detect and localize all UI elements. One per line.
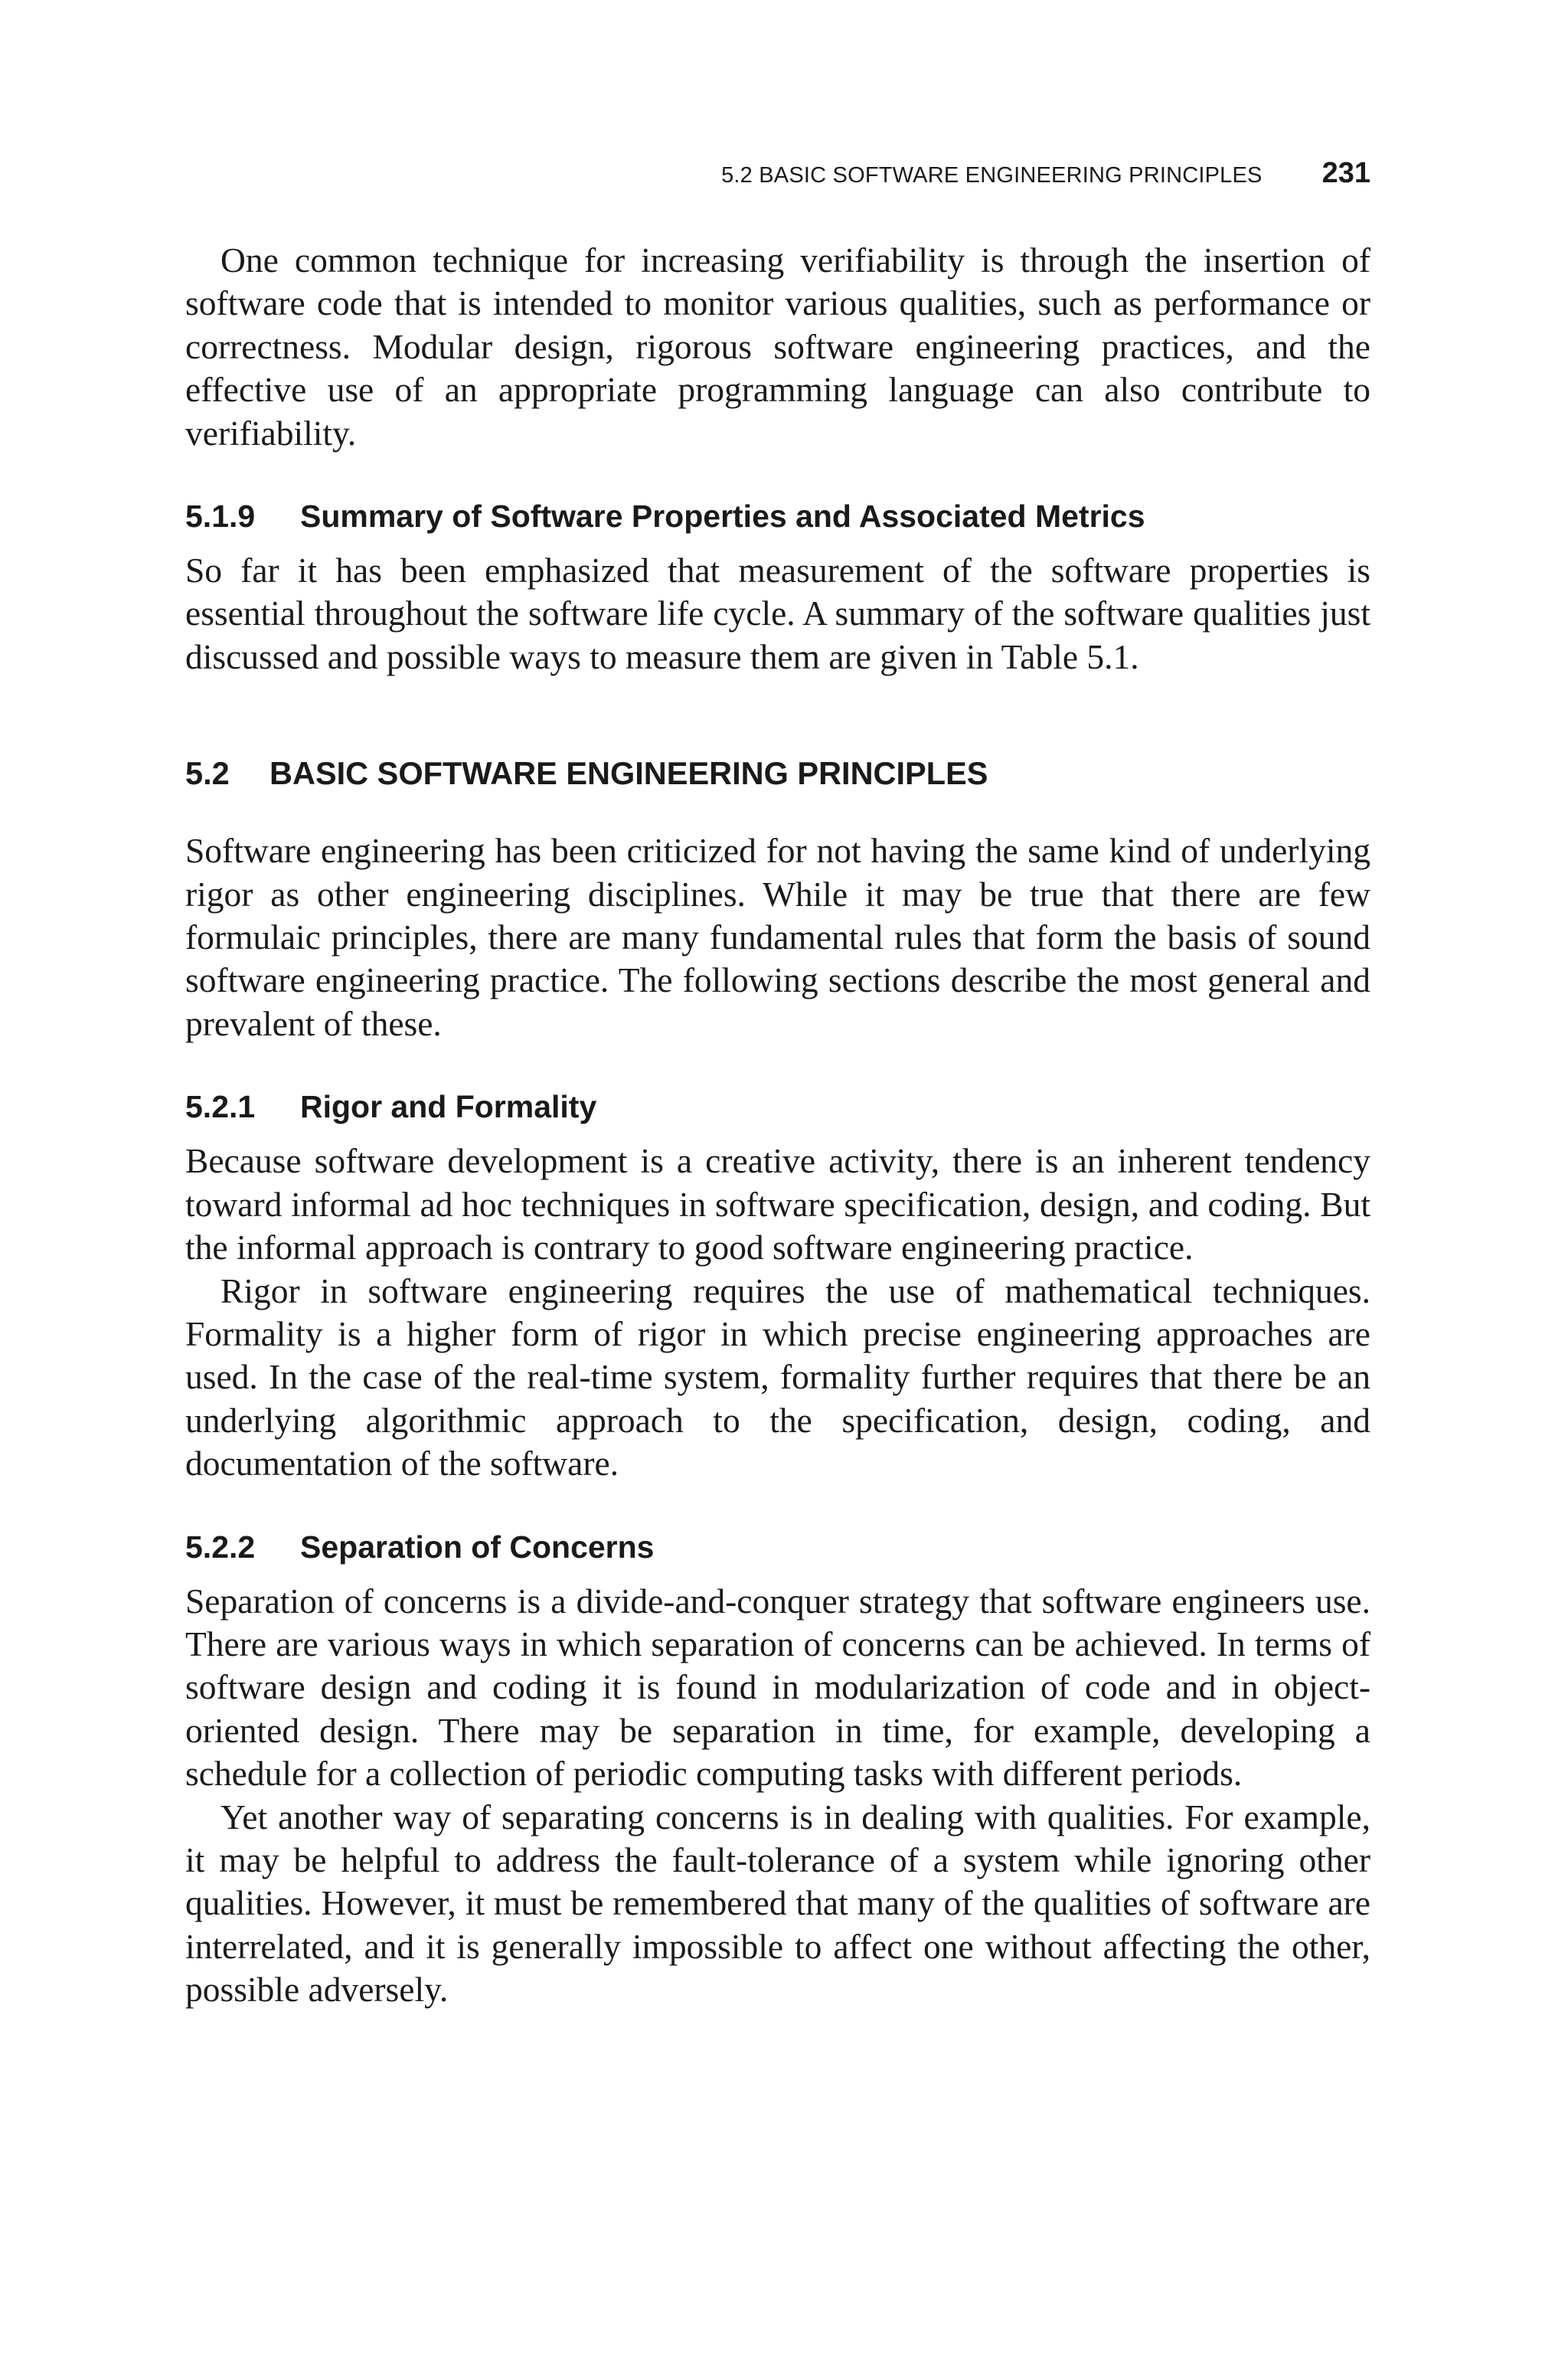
running-title: 5.2 BASIC SOFTWARE ENGINEERING PRINCIPLES <box>721 163 1263 188</box>
section-number: 5.2.2 <box>185 1529 256 1565</box>
section-number: 5.2.1 <box>185 1089 256 1125</box>
section-number: 5.2 <box>185 755 230 792</box>
section-title: Separation of Concerns <box>300 1529 655 1565</box>
paragraph-verifiability: One common technique for increasing verifiability is through the insertion of software code that is intended to monitor various qualities, such as performance or correctness. Modular design, rigorous software engineering practices, and the effective use of an appropriate programming language can also contribute to verifiability. <box>185 240 1370 453</box>
paragraph-principles-intro: Software engineering has been criticized for not having the same kind of underlying rigor as other engineering disciplines. While it may be true that there are few formulaic principles, there are many fundamental rules that form the basis of sound software engineering practice. The following sections describe the most general and prevalent of these. <box>185 831 1370 1043</box>
paragraph-rigor-1: Because software development is a creative activity, there is an inherent tendency toward informal ad hoc techniques in software specification, design, and coding. But the informal approach is contrary to good software engineering practice. <box>185 1141 1370 1267</box>
section-heading-5-2 <box>185 754 1370 793</box>
section-heading-5-2-2 <box>185 1527 1370 1567</box>
paragraph-separation-1: Separation of concerns is a divide-and-conquer strategy that software engineers use. There are various ways in which separation of concerns can be achieved. In terms of software design and coding it is found in modularization of code and in object-oriented design. There may be separation in time, for example, developing a schedule for a collection of periodic computing tasks with different periods. <box>185 1581 1370 1794</box>
section-title: BASIC SOFTWARE ENGINEERING PRINCIPLES <box>270 755 988 792</box>
paragraph-rigor-2: Rigor in software engineering requires the use of mathematical techniques. Formality is a higher form of rigor in which precise engineering approaches are used. In the case of the real-time system, formality further requires that there be an underlying algorithmic approach to the specification, design, coding, and documentation of the software. <box>185 1271 1370 1483</box>
running-header <box>721 157 1370 190</box>
section-heading-5-2-1 <box>185 1087 1370 1127</box>
paragraph-summary: So far it has been emphasized that measurement of the software properties is essential throughout the software life cycle. A summary of the software qualities just discussed and possible ways to measure them are given in Table 5.1. <box>185 551 1370 676</box>
section-title: Summary of Software Properties and Associated Metrics <box>300 499 1145 535</box>
section-number: 5.1.9 <box>185 499 256 535</box>
page-number: 231 <box>1321 157 1370 189</box>
section-heading-5-1-9 <box>185 496 1370 536</box>
section-title: Rigor and Formality <box>300 1089 597 1125</box>
page-body <box>185 239 1370 2012</box>
paragraph-separation-2: Yet another way of separating concerns is in dealing with qualities. For example, it may be helpful to address the fault-tolerance of a system while ignoring other qualities. However, it must be remembered that many of the qualities of software are interrelated, and it is generally impossible to affect one without affecting the other, possible adversely. <box>185 1797 1370 2010</box>
